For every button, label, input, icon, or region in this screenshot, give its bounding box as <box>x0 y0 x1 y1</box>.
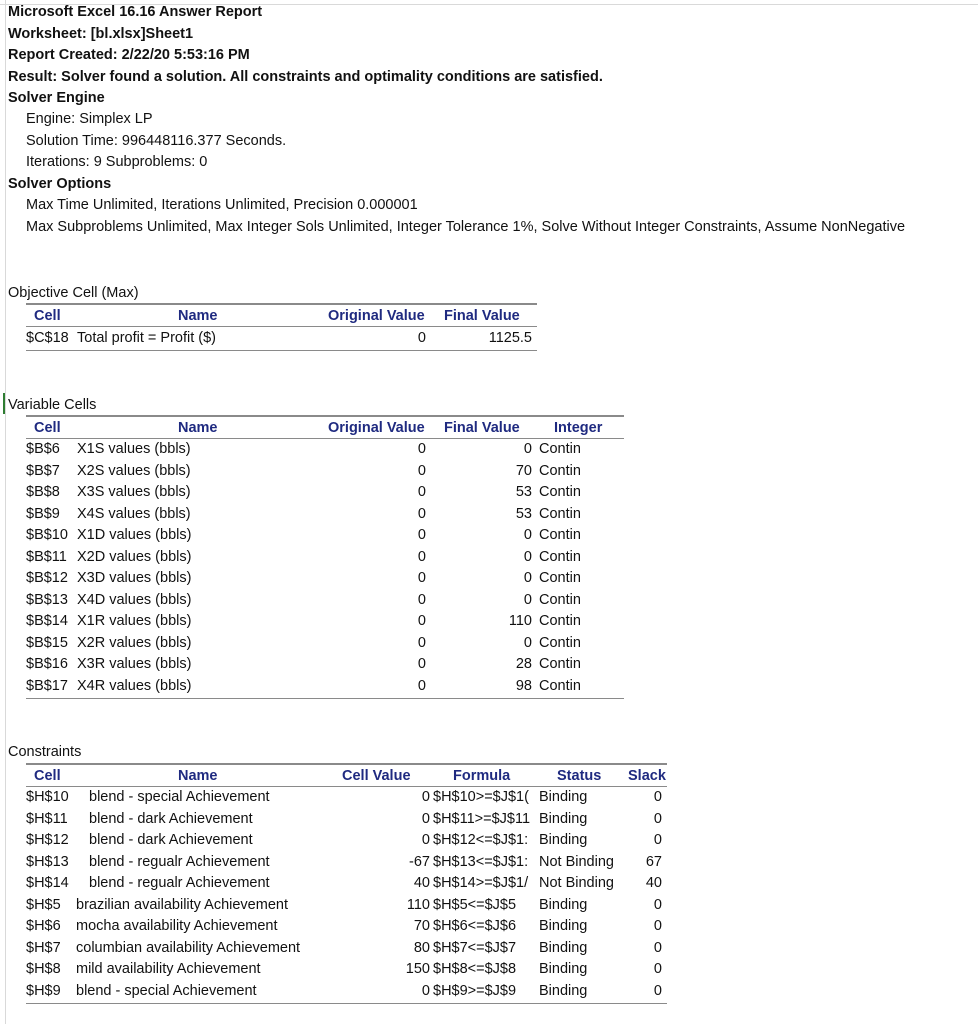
constraint-cell-value: 80 <box>413 939 430 956</box>
variable-original-value: 0 <box>417 462 426 479</box>
constraint-cell-value: 70 <box>413 918 430 934</box>
constraint-slack: 67 <box>645 853 662 870</box>
variable-original-value: 0 <box>417 527 426 543</box>
variable-integer-type: Contin <box>539 634 581 651</box>
constraint-cell-ref: $H$12 <box>26 832 69 848</box>
constraint-formula: $H$13<=$J$1: <box>433 853 529 870</box>
objective-top-rule <box>26 303 537 305</box>
variable-final-value: 70 <box>515 462 532 479</box>
constraints-header-slack: Slack <box>628 768 666 784</box>
variable-final-value: 0 <box>523 591 532 608</box>
variable-integer-type: Contin <box>539 591 581 608</box>
report-created: Report Created: 2/22/20 5:53:16 PM <box>8 47 250 63</box>
constraint-formula: $H$9>=$J$9 <box>433 982 517 999</box>
constraints-header-formula: Formula <box>453 768 511 784</box>
variable-original-value: 0 <box>417 441 426 457</box>
constraint-status: Binding <box>539 810 588 827</box>
variable-final-value: 0 <box>523 548 532 565</box>
variable-original-value: 0 <box>417 505 426 522</box>
constraint-name: blend - dark Achievement <box>89 832 253 848</box>
variable-original-value: 0 <box>417 656 426 672</box>
constraint-cell-ref: $H$11 <box>26 810 68 827</box>
constraint-slack: 0 <box>653 961 662 977</box>
constraint-cell-ref: $H$10 <box>26 789 69 805</box>
constraint-slack: 40 <box>645 875 662 891</box>
variables-header-name: Name <box>178 420 218 436</box>
constraint-status: Binding <box>539 961 588 977</box>
variable-name: X3R values (bbls) <box>77 656 192 672</box>
objective-bottom-rule <box>26 350 537 351</box>
constraints-section-title: Constraints <box>8 744 82 760</box>
objective-header-name: Name <box>178 308 218 324</box>
constraint-slack: 0 <box>653 896 662 913</box>
constraint-cell-ref: $H$7 <box>26 939 61 956</box>
constraint-name: blend - regualr Achievement <box>89 875 270 891</box>
variables-top-rule <box>26 415 624 417</box>
constraint-formula: $H$14>=$J$1/ <box>433 875 529 891</box>
constraint-status: Binding <box>539 789 588 805</box>
constraint-name: blend - special Achievement <box>89 789 270 805</box>
constraint-slack: 0 <box>653 982 662 999</box>
constraint-name: brazilian availability Achievement <box>76 896 288 913</box>
worksheet-label: Worksheet: [bl.xlsx]Sheet1 <box>8 26 194 42</box>
solver-options-line-1: Max Time Unlimited, Iterations Unlimited, Precision 0.000001 <box>26 197 418 213</box>
variable-cell-ref: $B$7 <box>26 462 60 479</box>
variable-integer-type: Contin <box>539 548 581 565</box>
constraint-status: Binding <box>539 982 588 999</box>
objective-cell-name: Total profit = Profit ($) <box>77 330 217 346</box>
constraint-formula: $H$8<=$J$8 <box>433 961 517 977</box>
variable-integer-type: Contin <box>539 441 581 457</box>
variable-integer-type: Contin <box>539 570 581 586</box>
constraint-cell-ref: $H$5 <box>26 896 61 913</box>
variable-name: X4D values (bbls) <box>77 591 192 608</box>
variable-original-value: 0 <box>417 570 426 586</box>
constraint-formula: $H$12<=$J$1: <box>433 832 529 848</box>
variables-header-integer: Integer <box>554 420 603 436</box>
constraints-top-rule <box>26 763 667 765</box>
variable-final-value: 98 <box>515 677 532 694</box>
variable-final-value: 110 <box>508 613 532 629</box>
variable-name: X2R values (bbls) <box>77 634 192 651</box>
objective-header-final: Final Value <box>444 308 520 324</box>
variable-name: X4S values (bbls) <box>77 505 191 522</box>
objective-final-value: 1125.5 <box>488 330 532 346</box>
variable-original-value: 0 <box>417 677 426 694</box>
variable-integer-type: Contin <box>539 484 581 500</box>
variable-cell-ref: $B$12 <box>26 570 68 586</box>
constraint-cell-ref: $H$6 <box>26 918 61 934</box>
constraint-status: Binding <box>539 939 588 956</box>
constraint-cell-value: 40 <box>413 875 430 891</box>
variable-original-value: 0 <box>417 613 426 629</box>
variable-final-value: 0 <box>523 570 532 586</box>
objective-header-cell: Cell <box>34 308 61 324</box>
variable-original-value: 0 <box>417 548 426 565</box>
variable-name: X2S values (bbls) <box>77 462 191 479</box>
variable-cell-ref: $B$8 <box>26 484 60 500</box>
constraints-bottom-rule <box>26 1003 667 1004</box>
variable-name: X1D values (bbls) <box>77 527 192 543</box>
objective-header-original: Original Value <box>328 308 425 324</box>
constraint-status: Binding <box>539 896 588 913</box>
constraint-cell-value: 150 <box>405 961 430 977</box>
sheet-gridline-left <box>5 0 6 1024</box>
variable-final-value: 28 <box>515 656 532 672</box>
objective-header-rule <box>26 326 537 327</box>
variable-original-value: 0 <box>417 591 426 608</box>
constraint-cell-ref: $H$13 <box>26 853 69 870</box>
variable-final-value: 53 <box>515 484 532 500</box>
variable-final-value: 53 <box>515 505 532 522</box>
variable-name: X1R values (bbls) <box>77 613 192 629</box>
constraint-cell-value: 0 <box>421 789 430 805</box>
variable-integer-type: Contin <box>539 613 581 629</box>
variables-section-title: Variable Cells <box>8 397 97 413</box>
variables-bottom-rule <box>26 698 624 699</box>
variable-cell-ref: $B$17 <box>26 677 68 694</box>
variable-final-value: 0 <box>523 634 532 651</box>
constraint-status: Binding <box>539 832 588 848</box>
constraint-cell-ref: $H$8 <box>26 961 61 977</box>
variables-header-original: Original Value <box>328 420 425 436</box>
constraint-cell-value: 0 <box>421 810 430 827</box>
variable-name: X1S values (bbls) <box>77 441 191 457</box>
active-row-marker <box>3 393 5 414</box>
solution-time: Solution Time: 996448116.377 Seconds. <box>26 133 287 149</box>
variable-cell-ref: $B$9 <box>26 505 60 522</box>
constraint-slack: 0 <box>653 939 662 956</box>
variables-header-final: Final Value <box>444 420 520 436</box>
constraint-name: blend - dark Achievement <box>89 810 253 827</box>
constraint-slack: 0 <box>653 832 662 848</box>
constraint-name: mocha availability Achievement <box>76 918 278 934</box>
objective-section-title: Objective Cell (Max) <box>8 285 139 301</box>
variable-name: X3D values (bbls) <box>77 570 192 586</box>
solver-options-heading: Solver Options <box>8 176 112 192</box>
constraint-formula: $H$11>=$J$11 <box>433 810 531 827</box>
variable-cell-ref: $B$14 <box>26 613 68 629</box>
constraint-slack: 0 <box>653 789 662 805</box>
variable-cell-ref: $B$10 <box>26 527 68 543</box>
constraint-cell-value: 0 <box>421 982 430 999</box>
constraints-header-name: Name <box>178 768 218 784</box>
variable-cell-ref: $B$13 <box>26 591 68 608</box>
variable-cell-ref: $B$15 <box>26 634 68 651</box>
constraint-slack: 0 <box>653 918 662 934</box>
variable-final-value: 0 <box>523 441 532 457</box>
constraints-header-cell: Cell <box>34 768 61 784</box>
variable-name: X2D values (bbls) <box>77 548 192 565</box>
constraint-name: mild availability Achievement <box>76 961 261 977</box>
constraint-slack: 0 <box>653 810 662 827</box>
variable-final-value: 0 <box>523 527 532 543</box>
variable-cell-ref: $B$6 <box>26 441 60 457</box>
objective-cell-ref: $C$18 <box>26 330 69 346</box>
constraint-cell-value: 0 <box>421 832 430 848</box>
constraints-header-value: Cell Value <box>342 768 411 784</box>
solver-result: Result: Solver found a solution. All constraints and optimality conditions are satisfied. <box>8 69 603 85</box>
variable-integer-type: Contin <box>539 505 581 522</box>
variable-cell-ref: $B$16 <box>26 656 68 672</box>
constraint-cell-ref: $H$9 <box>26 982 61 999</box>
variable-original-value: 0 <box>417 634 426 651</box>
variable-original-value: 0 <box>417 484 426 500</box>
constraint-name: columbian availability Achievement <box>76 939 301 956</box>
constraint-cell-ref: $H$14 <box>26 875 69 891</box>
constraint-status: Binding <box>539 918 588 934</box>
variable-name: X4R values (bbls) <box>77 677 192 694</box>
constraint-cell-value: 110 <box>406 896 430 913</box>
variable-integer-type: Contin <box>539 677 581 694</box>
solver-engine: Engine: Simplex LP <box>26 111 153 127</box>
constraint-name: blend - regualr Achievement <box>89 853 270 870</box>
constraint-formula: $H$10>=$J$1( <box>433 789 529 805</box>
constraint-formula: $H$7<=$J$7 <box>433 939 517 956</box>
variable-integer-type: Contin <box>539 462 581 479</box>
variable-name: X3S values (bbls) <box>77 484 191 500</box>
report-title: Microsoft Excel 16.16 Answer Report <box>8 4 263 20</box>
constraint-name: blend - special Achievement <box>76 982 257 999</box>
constraint-formula: $H$6<=$J$6 <box>433 918 517 934</box>
solver-options-line-2: Max Subproblems Unlimited, Max Integer Sols Unlimited, Integer Tolerance 1%, Solve Without Integer Constraints, Assume NonNegative <box>26 219 906 235</box>
variables-header-cell: Cell <box>34 420 61 436</box>
variable-cell-ref: $B$11 <box>26 548 67 565</box>
constraint-status: Not Binding <box>539 875 614 891</box>
objective-original-value: 0 <box>417 330 426 346</box>
constraints-header-status: Status <box>557 768 602 784</box>
constraint-cell-value: -67 <box>409 853 430 870</box>
iterations: Iterations: 9 Subproblems: 0 <box>26 154 208 170</box>
variable-integer-type: Contin <box>539 656 581 672</box>
variable-integer-type: Contin <box>539 527 581 543</box>
constraint-formula: $H$5<=$J$5 <box>433 896 517 913</box>
solver-engine-heading: Solver Engine <box>8 90 105 106</box>
constraint-status: Not Binding <box>539 853 614 870</box>
